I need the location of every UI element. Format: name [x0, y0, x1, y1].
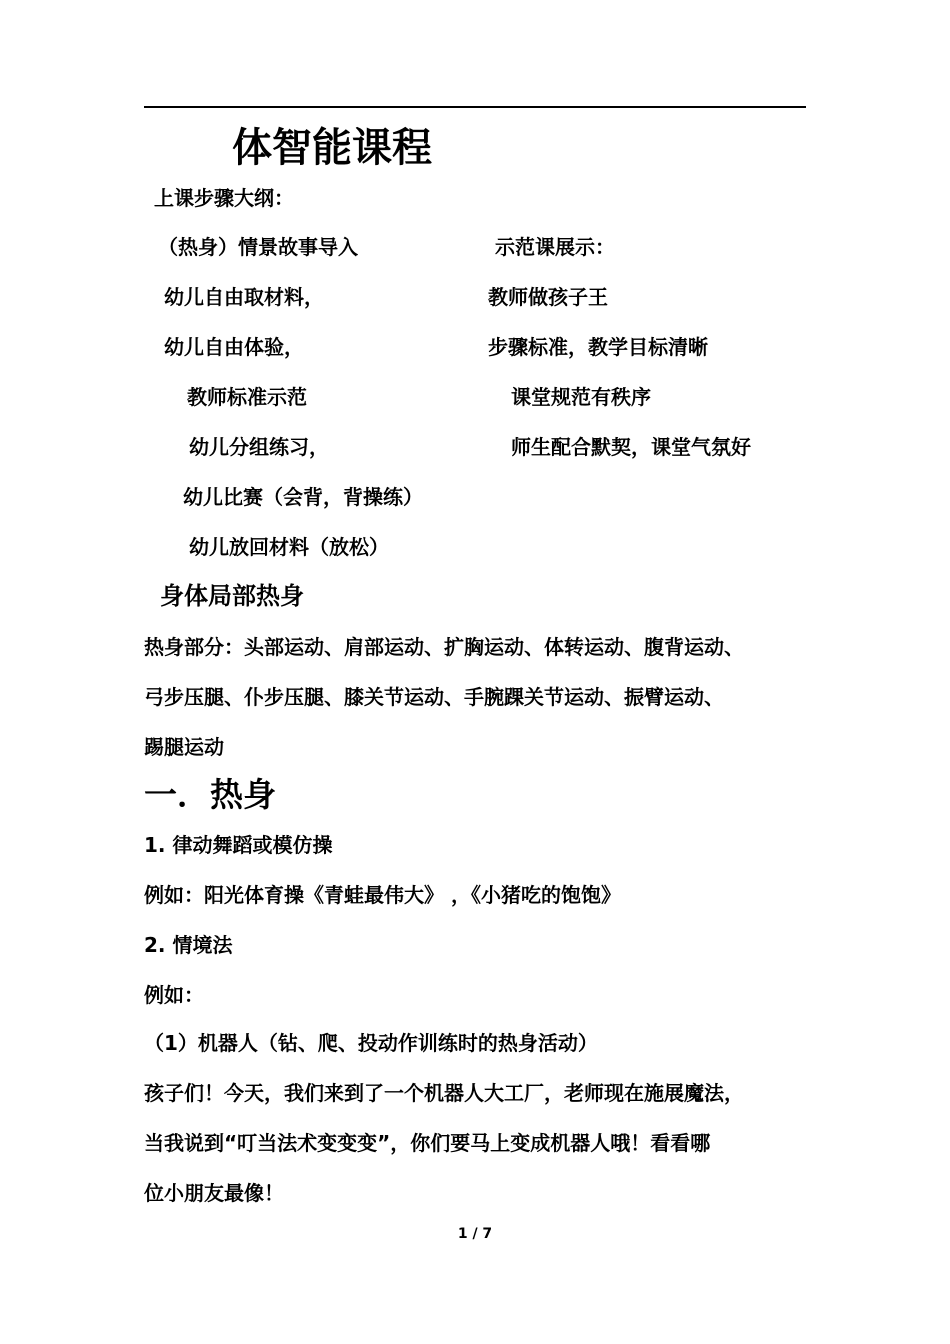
left-step: 幼儿分组练习，	[189, 435, 329, 459]
left-step: 幼儿比赛（会背，背操练）	[183, 485, 423, 509]
right-point: 步骤标准，教学目标清晰	[488, 335, 708, 359]
paragraph-line: 孩子们！今天，我们来到了一个机器人大工厂，老师现在施展魔法，	[144, 1081, 744, 1105]
left-step: 幼儿放回材料（放松）	[189, 535, 389, 559]
warmup-line: 踢腿运动	[144, 735, 224, 759]
left-step: 幼儿自由取材料，	[164, 285, 324, 309]
right-point: 师生配合默契，课堂气氛好	[511, 435, 751, 459]
paragraph-line: 当我说到“叮当法术变变变”，你们要马上变成机器人哦！看看哪	[144, 1131, 711, 1155]
warmup-heading: 身体局部热身	[160, 582, 304, 610]
example-line: 例如：阳光体育操《青蛙最伟大》 ，《小猪吃的饱饱》	[144, 883, 621, 907]
left-step: 幼儿自由体验，	[164, 335, 304, 359]
section-heading: 一．热身	[144, 775, 276, 814]
left-step: （热身）情景故事导入	[158, 235, 358, 259]
right-point: 示范课展示：	[495, 235, 615, 259]
sub-item: （1）机器人（钻、爬、投动作训练时的热身活动）	[144, 1031, 598, 1055]
left-step: 教师标准示范	[187, 385, 307, 409]
list-item: 1. 律动舞蹈或模仿操	[144, 833, 333, 857]
document-title: 体智能课程	[232, 125, 432, 171]
right-point: 教师做孩子王	[488, 285, 608, 309]
header-rule	[144, 106, 806, 108]
warmup-line: 弓步压腿、仆步压腿、膝关节运动、手腕踝关节运动、振臂运动、	[144, 685, 724, 709]
right-point: 课堂规范有秩序	[511, 385, 651, 409]
example-label: 例如：	[144, 983, 204, 1007]
page-indicator: 1 / 7	[457, 1226, 493, 1242]
paragraph-line: 位小朋友最像！	[144, 1181, 284, 1205]
list-item: 2. 情境法	[144, 933, 233, 957]
outline-label: 上课步骤大纲：	[154, 186, 294, 210]
warmup-line: 热身部分：头部运动、肩部运动、扩胸运动、体转运动、腹背运动、	[144, 635, 744, 659]
